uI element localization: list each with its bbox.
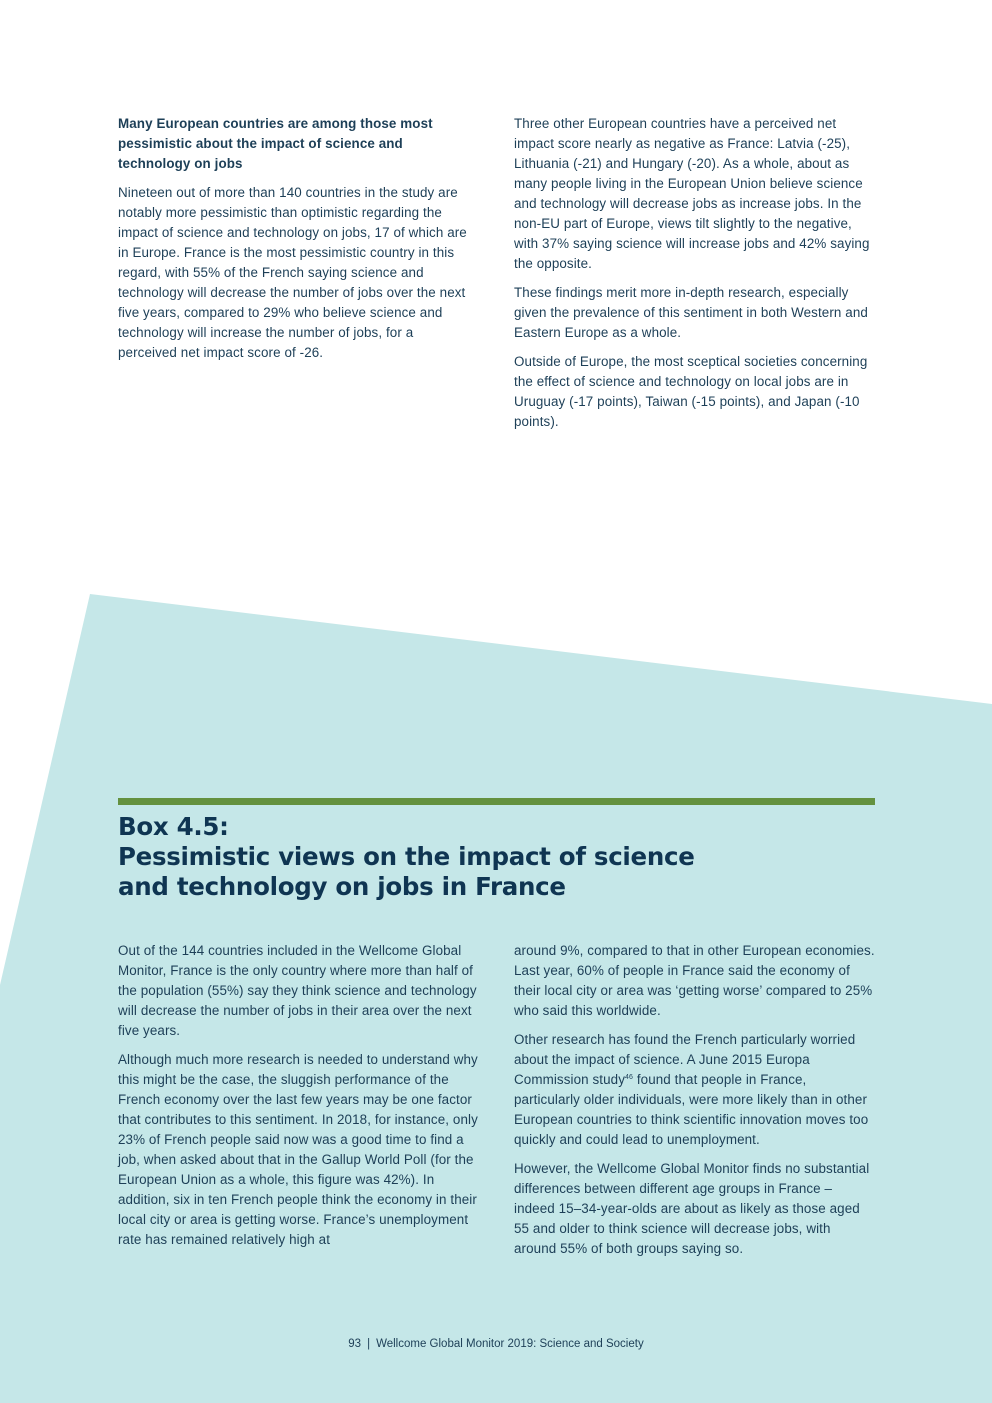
footnote-reference[interactable]: 46 [625,1074,633,1081]
box-heading [118,812,818,902]
paragraph: These findings merit more in-depth research, especially given the prevalence of this sentiment in both Western and Eastern Europe as a whole. [514,285,868,340]
box-title-line-1: Pessimistic views on the impact of science [118,842,695,871]
top-right-column [514,114,872,441]
section-subheading: Many European countries are among those most pessimistic about the impact of science and technology on jobs [118,116,433,171]
page-footer [0,1338,992,1350]
box-right-column [514,941,876,1268]
paragraph-text: Other research has found the French particularly worried about the impact of science. A June 2015 Europa Commission study [514,1032,856,1087]
paragraph: Out of the 144 countries included in the Wellcome Global Monitor, France is the only country where more than half of the population (55%) say they think science and technology will decrease the number of jobs in their area over the next five years. [118,943,477,1038]
paragraph: Outside of Europe, the most sceptical societies concerning the effect of science and technology on local jobs are in Uruguay (-17 points), Taiwan (-15 points), and Japan (-10 points). [514,354,868,429]
paragraph: around 9%, compared to that in other European economies. Last year, 60% of people in France said the economy of their local city or area was ‘getting worse’ compared to 25% who said this worldwide. [514,943,875,1018]
paragraph: However, the Wellcome Global Monitor finds no substantial differences between different age groups in France – indeed 15–34-year-olds are about as likely as those aged 55 and older to think science will decrease jobs, with around 55% of both groups saying so. [514,1161,870,1256]
box-label: Box 4.5: [118,812,229,841]
paragraph: Three other European countries have a perceived net impact score nearly as negative as France: Latvia (-25), Lithuania (-21) and Hungary (-20). As a whole, about as many people living in the European Union believe science and technology will decrease jobs as increase jobs. In the non-EU part of Europe, views tilt slightly to the negative, with 37% saying science will increase jobs and 42% saying the opposite. [514,116,870,271]
footer-separator: | [367,1338,371,1350]
box-title-line-2: and technology on jobs in France [118,872,566,901]
paragraph-with-footnote [514,1030,876,1150]
publication-title: Wellcome Global Monitor 2019: Science and Society [376,1338,644,1350]
top-left-column [118,114,468,372]
page-number: 93 [348,1338,362,1350]
paragraph: Nineteen out of more than 140 countries in the study are notably more pessimistic than optimistic regarding the impact of science and technology on jobs, 17 of which are in Europe. France is the most pessimistic country in this regard, with 55% of the French saying science and technology will decrease the number of jobs over the next five years, compared to 29% who believe science and technology will increase the number of jobs, for a perceived net impact score of -26. [118,185,467,360]
box-left-column [118,941,478,1259]
paragraph-text: found that people in France, particularly older individuals, were more likely than in other European countries to think scientific innovation moves too quickly and could lead to unemployment. [514,1072,869,1147]
box-top-rule [118,798,875,805]
paragraph: Although much more research is needed to understand why this might be the case, the sluggish performance of the French economy over the last few years may be one factor that contributes to this sentiment. In 2018, for instance, only 23% of French people said now was a good time to find a job, when asked about that in the Gallup World Poll (for the European Union as a whole, this figure was 42%). In addition, six in ten French people think the economy in their local city or area is getting worse. France’s unemployment rate has remained relatively high at [118,1052,478,1247]
